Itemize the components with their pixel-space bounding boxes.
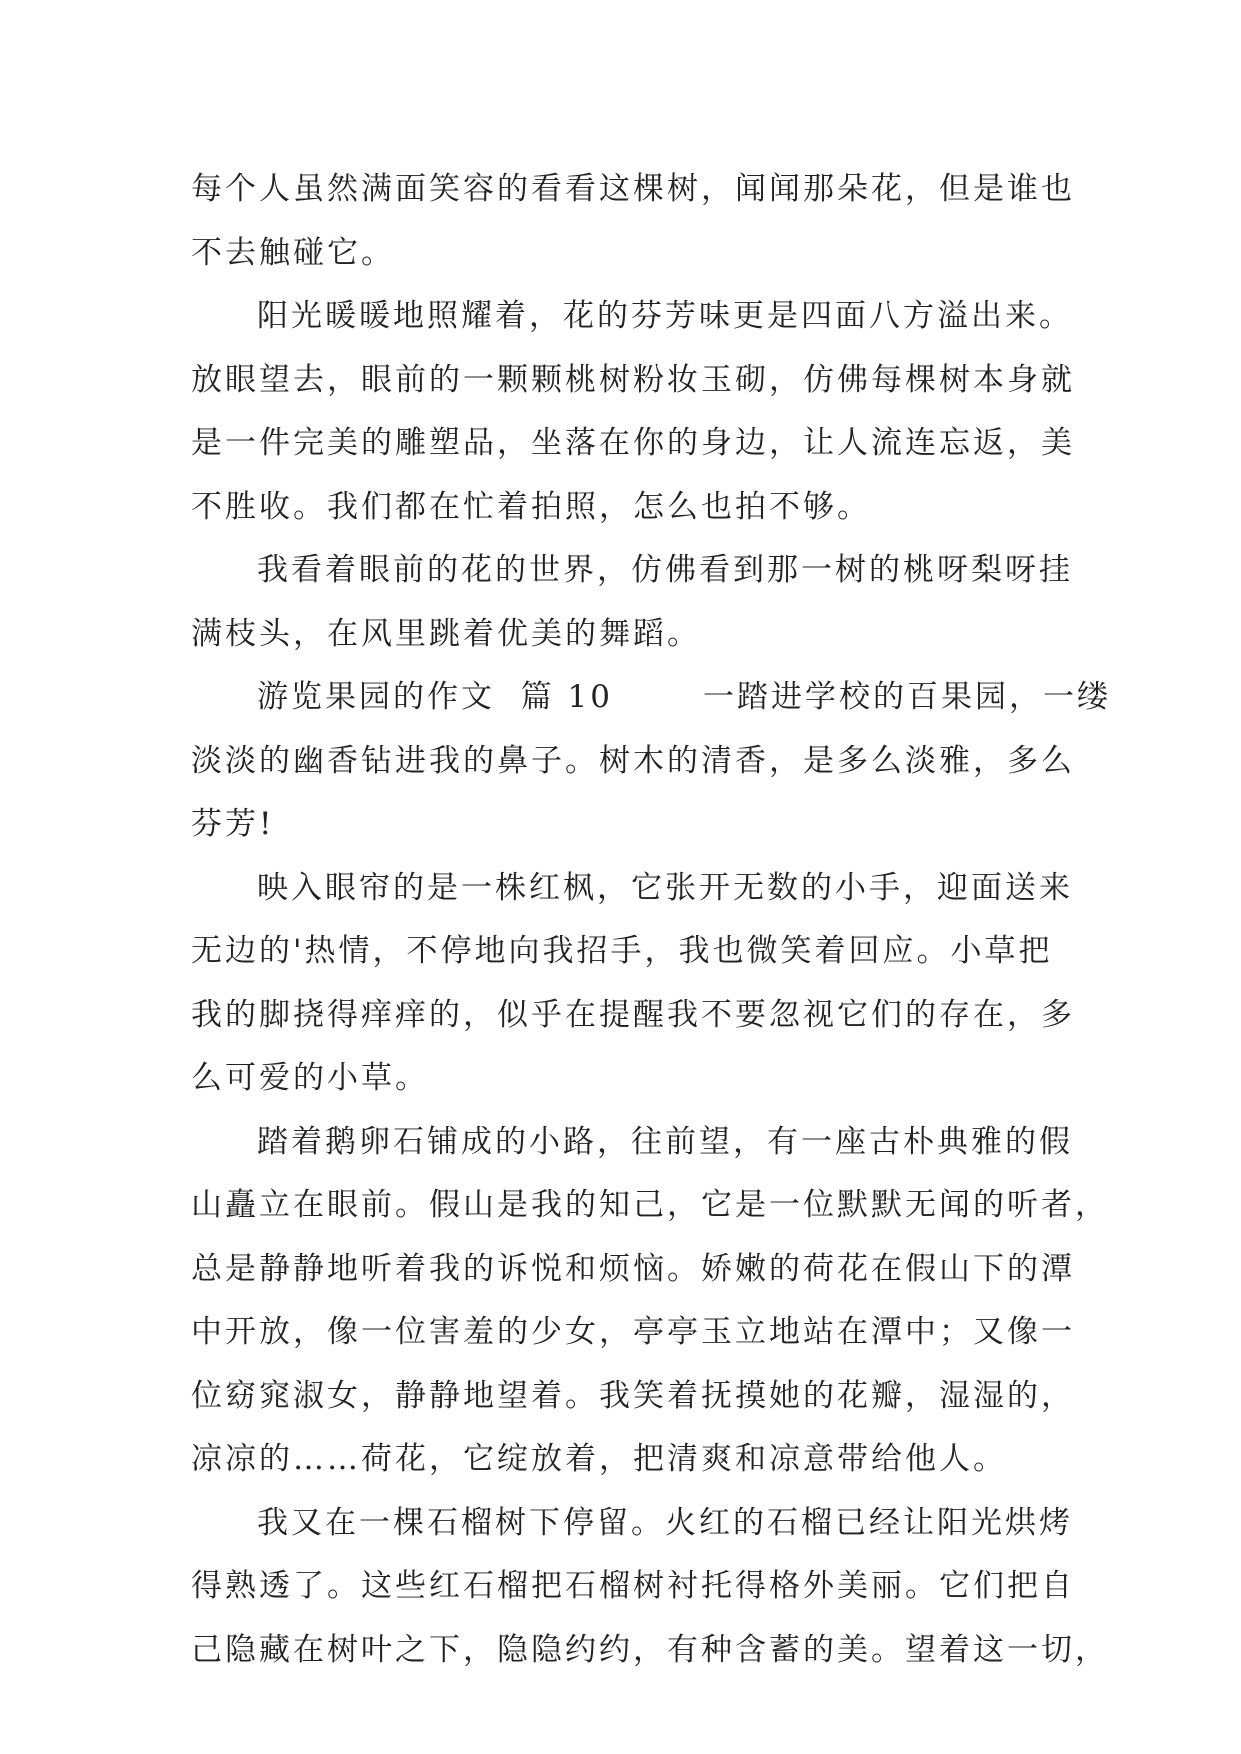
text-line: 不去触碰它。	[191, 234, 395, 271]
text-line: 凉凉的……荷花，它绽放着，把清爽和凉意带给他人。	[191, 1441, 1007, 1477]
text-line: 我看着眼前的花的世界，仿佛看到那一树的桃呀梨呀挂	[257, 552, 1073, 588]
text-line: 总是静静地听着我的诉悦和烦恼。娇嫩的荷花在假山下的潭	[191, 1250, 1075, 1287]
text-line: 无边的'热情，不停地向我招手，我也微笑着回应。小草把	[191, 933, 1053, 969]
text-line: 满枝头，在风里跳着优美的舞蹈。	[191, 615, 701, 652]
text-line: 我的脚挠得痒痒的，似乎在提醒我不要忽视它们的存在，多	[191, 996, 1075, 1033]
text-line: 阳光暖暖地照耀着，花的芬芳味更是四面八方溢出来。	[257, 298, 1073, 334]
text-line: 己隐藏在树叶之下，隐隐约约，有种含蓄的美。望着这一切，	[191, 1631, 1109, 1668]
text-line: 游览果园的作文 篇 10 一踏进学校的百果园，一缕	[257, 679, 1111, 715]
body-text	[191, 158, 1111, 1682]
text-line: 山矗立在眼前。假山是我的知己，它是一位默默无闻的听者，	[191, 1187, 1109, 1223]
text-line: 不胜收。我们都在忙着拍照，怎么也拍不够。	[191, 488, 871, 525]
text-line: 我又在一棵石榴树下停留。火红的石榴已经让阳光烘烤	[257, 1504, 1073, 1541]
text-line: 么可爱的小草。	[191, 1060, 429, 1096]
text-line: 踏着鹅卵石铺成的小路，往前望，有一座古朴典雅的假	[257, 1123, 1073, 1160]
text-line: 得熟透了。这些红石榴把石榴树衬托得格外美丽。它们把自	[191, 1568, 1075, 1604]
text-line: 位窈窕淑女，静静地望着。我笑着抚摸她的花瓣，湿湿的，	[191, 1377, 1075, 1414]
text-line: 每个人虽然满面笑容的看看这棵树，闻闻那朵花，但是谁也	[191, 171, 1075, 207]
text-line: 放眼望去，眼前的一颗颗桃树粉妆玉砌，仿佛每棵树本身就	[191, 361, 1075, 398]
text-line: 淡淡的幽香钻进我的鼻子。树木的清香，是多么淡雅，多么	[191, 742, 1075, 779]
text-line: 映入眼帘的是一株红枫，它张开无数的小手，迎面送来	[257, 869, 1073, 906]
text-line: 是一件完美的雕塑品，坐落在你的身边，让人流连忘返，美	[191, 425, 1075, 461]
text-line: 中开放，像一位害羞的少女，亭亭玉立地站在潭中；又像一	[191, 1314, 1075, 1350]
text-line: 芬芳!	[191, 806, 275, 842]
